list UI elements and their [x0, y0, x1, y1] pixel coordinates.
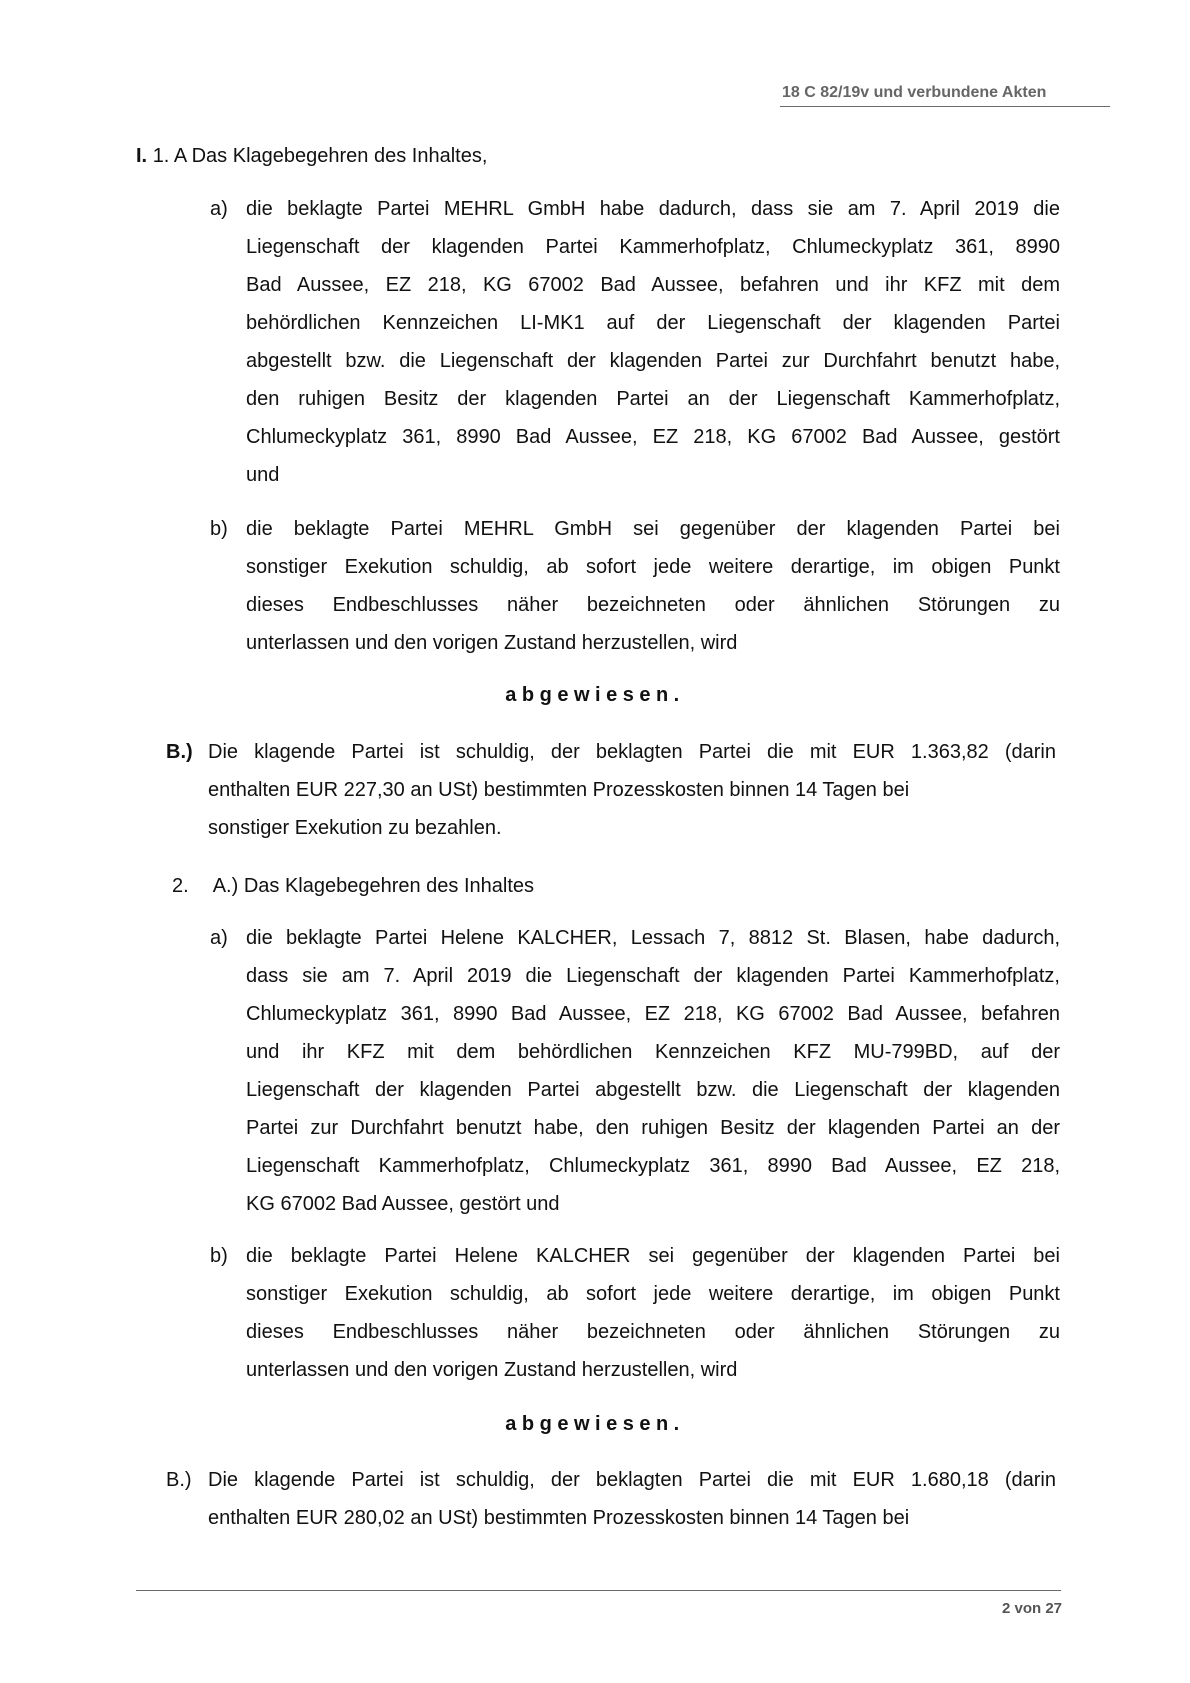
costs-label: B.) [166, 741, 193, 763]
costs-body [208, 1461, 1056, 1537]
costs-label: B.) [166, 1469, 192, 1491]
item-body [246, 190, 1060, 494]
ruling-rejected: abgewiesen. [505, 684, 685, 706]
text-line: unterlassen und den vorigen Zustand herzustellen, wird [246, 1359, 738, 1381]
text-line: die beklagte Partei MEHRL GmbH habe dadurch, dass sie am 7. April 2019 die [246, 198, 1060, 220]
section-1-heading [136, 137, 487, 175]
text-line: Liegenschaft der klagenden Partei Kammerhofplatz, Chlumeckyplatz 361, 8990 [246, 236, 1060, 258]
costs-body [208, 733, 1056, 847]
item-label: a) [210, 198, 228, 220]
text-line: dieses Endbeschlusses näher bezeichneten oder ähnlichen Störungen zu [246, 594, 1060, 616]
page-indicator: 2 von 27 [1001, 1600, 1062, 1617]
roman-numeral: I. [136, 145, 148, 167]
text-line: und [246, 464, 280, 486]
item-label: a) [210, 927, 228, 949]
text-line: die beklagte Partei Helene KALCHER, Lessach 7, 8812 St. Blasen, habe dadurch, [246, 927, 1060, 949]
ruling-rejected: abgewiesen. [505, 1413, 685, 1435]
text-line: dieses Endbeschlusses näher bezeichneten oder ähnlichen Störungen zu [246, 1321, 1060, 1343]
text-line: KG 67002 Bad Aussee, gestört und [246, 1193, 560, 1215]
text-line: behördlichen Kennzeichen LI-MK1 auf der Liegenschaft der klagenden Partei [246, 312, 1060, 334]
item-label: b) [210, 518, 228, 540]
text-line: Die klagende Partei ist schuldig, der beklagten Partei die mit EUR 1.363,82 (darin [208, 741, 1056, 763]
text-line: sonstiger Exekution schuldig, ab sofort jede weitere derartige, im obigen Punkt [246, 1283, 1060, 1305]
text-line: abgestellt bzw. die Liegenschaft der klagenden Partei zur Durchfahrt benutzt habe, [246, 350, 1060, 372]
page-header [780, 84, 1110, 107]
text-line: den ruhigen Besitz der klagenden Partei an der Liegenschaft Kammerhofplatz, [246, 388, 1060, 410]
text-line: sonstiger Exekution schuldig, ab sofort jede weitere derartige, im obigen Punkt [246, 556, 1060, 578]
text-line: unterlassen und den vorigen Zustand herzustellen, wird [246, 632, 738, 654]
text-line: die beklagte Partei Helene KALCHER sei gegenüber der klagenden Partei bei [246, 1245, 1060, 1267]
footer-divider [136, 1590, 1061, 1591]
text-line: Chlumeckyplatz 361, 8990 Bad Aussee, EZ 218, KG 67002 Bad Aussee, gestört [246, 426, 1060, 448]
item-body [246, 510, 1060, 662]
text-line: dass sie am 7. April 2019 die Liegenschaft der klagenden Partei Kammerhofplatz, [246, 965, 1060, 987]
text-line: sonstiger Exekution zu bezahlen. [208, 817, 502, 839]
text-line: Chlumeckyplatz 361, 8990 Bad Aussee, EZ 218, KG 67002 Bad Aussee, befahren [246, 1003, 1060, 1025]
text-line: Liegenschaft Kammerhofplatz, Chlumeckyplatz 361, 8990 Bad Aussee, EZ 218, [246, 1155, 1060, 1177]
case-reference: 18 C 82/19v und verbundene Akten [782, 84, 1047, 101]
text-line: Bad Aussee, EZ 218, KG 67002 Bad Aussee, befahren und ihr KFZ mit dem [246, 274, 1060, 296]
section-2-heading-text: A.) Das Klagebegehren des Inhaltes [212, 875, 535, 897]
text-line: enthalten EUR 227,30 an USt) bestimmten Prozesskosten binnen 14 Tagen bei [208, 779, 910, 801]
item-label: b) [210, 1245, 228, 1267]
text-line: und ihr KFZ mit dem behördlichen Kennzeichen KFZ MU-799BD, auf der [246, 1041, 1060, 1063]
item-body [246, 1237, 1060, 1389]
text-line: Die klagende Partei ist schuldig, der beklagten Partei die mit EUR 1.680,18 (darin [208, 1469, 1056, 1491]
text-line: Partei zur Durchfahrt benutzt habe, den ruhigen Besitz der klagenden Partei an der [246, 1117, 1060, 1139]
text-line: Liegenschaft der klagenden Partei abgestellt bzw. die Liegenschaft der klagenden [246, 1079, 1060, 1101]
section-1-heading-text: 1. A Das Klagebegehren des Inhaltes, [152, 145, 488, 167]
section-2-number: 2. [172, 875, 189, 897]
item-body [246, 919, 1060, 1223]
text-line: die beklagte Partei MEHRL GmbH sei gegenüber der klagenden Partei bei [246, 518, 1060, 540]
text-line: enthalten EUR 280,02 an USt) bestimmten Prozesskosten binnen 14 Tagen bei [208, 1507, 910, 1529]
section-2-heading [172, 867, 534, 905]
